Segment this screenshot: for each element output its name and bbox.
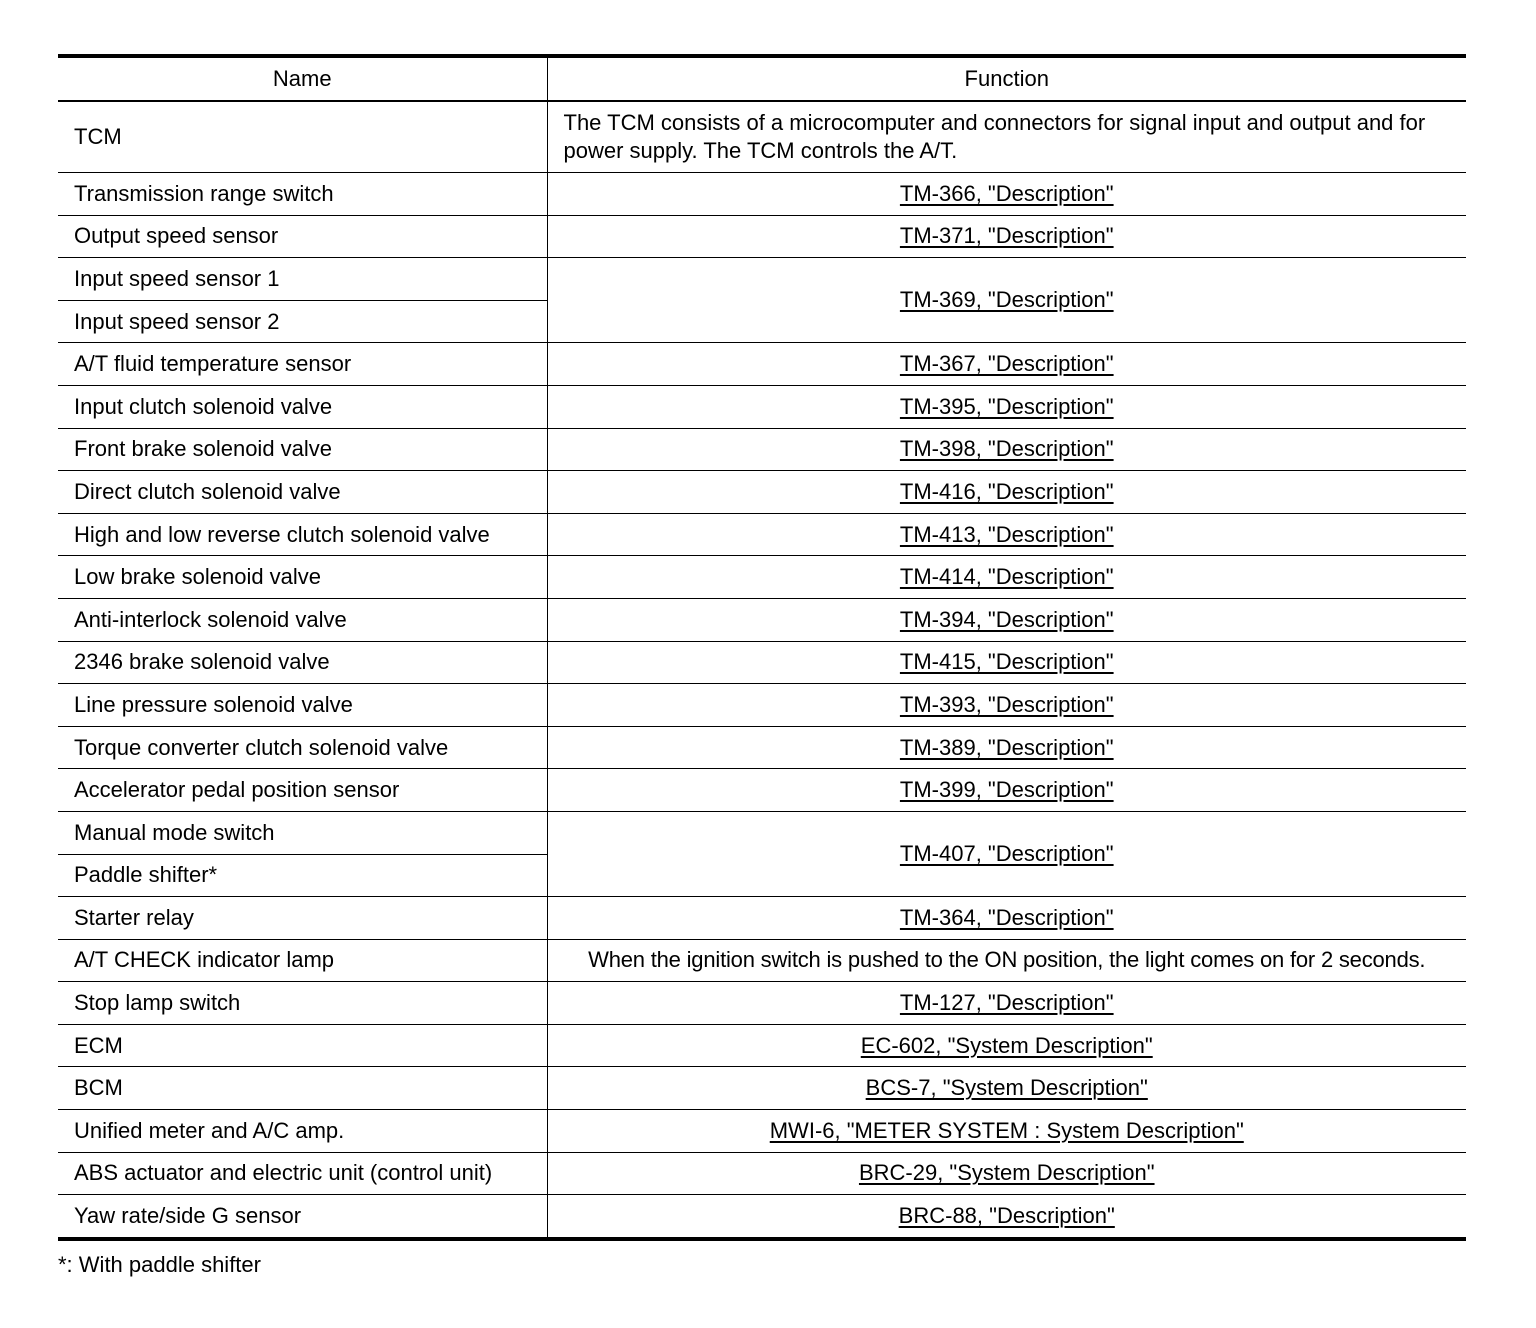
table-header-row	[58, 56, 1466, 101]
function-cell	[547, 258, 1466, 343]
function-cell	[547, 1067, 1466, 1110]
description-reference-link[interactable]: TM-399, "Description"	[899, 777, 1114, 803]
component-name: Transmission range switch	[58, 173, 547, 216]
table-row	[58, 769, 1466, 812]
table-row	[58, 982, 1466, 1025]
component-name: A/T CHECK indicator lamp	[58, 939, 547, 982]
component-name: Manual mode switch	[58, 811, 547, 854]
description-reference-link[interactable]: TM-127, "Description"	[899, 990, 1114, 1016]
table-row	[58, 939, 1466, 982]
description-reference-link[interactable]: TM-389, "Description"	[899, 734, 1114, 760]
component-name: 2346 brake solenoid valve	[58, 641, 547, 684]
function-cell	[547, 1110, 1466, 1153]
component-description-page	[58, 54, 1466, 1241]
function-cell	[547, 684, 1466, 727]
table-row	[58, 1110, 1466, 1153]
component-name: Starter relay	[58, 897, 547, 940]
table-footnote: *: With paddle shifter	[58, 1252, 261, 1277]
table-row	[58, 598, 1466, 641]
table-row	[58, 215, 1466, 258]
description-reference-link[interactable]: TM-366, "Description"	[899, 180, 1114, 206]
table-row	[58, 1024, 1466, 1067]
component-function-text: When the ignition switch is pushed to the ON position, the light comes on for 2 seconds.	[547, 939, 1466, 982]
component-name: BCM	[58, 1067, 547, 1110]
description-reference-link[interactable]: TM-395, "Description"	[899, 393, 1114, 419]
component-name: TCM	[58, 101, 547, 173]
function-cell	[547, 215, 1466, 258]
table-row	[58, 385, 1466, 428]
description-reference-link[interactable]: TM-407, "Description"	[899, 841, 1114, 866]
description-reference-link[interactable]: TM-394, "Description"	[899, 606, 1114, 632]
function-cell	[547, 513, 1466, 556]
component-name: Paddle shifter*	[58, 854, 547, 897]
function-cell	[547, 726, 1466, 769]
component-name: Low brake solenoid valve	[58, 556, 547, 599]
component-name: Yaw rate/side G sensor	[58, 1195, 547, 1239]
table-row	[58, 897, 1466, 940]
table-row	[58, 641, 1466, 684]
table-row	[58, 811, 1466, 854]
component-name: Output speed sensor	[58, 215, 547, 258]
description-reference-link[interactable]: TM-413, "Description"	[899, 521, 1114, 547]
component-name: Input speed sensor 1	[58, 258, 547, 301]
function-cell	[547, 811, 1466, 896]
name-column-header: Name	[58, 56, 547, 101]
function-cell	[547, 471, 1466, 514]
description-reference-link[interactable]: BRC-29, "System Description"	[858, 1160, 1155, 1186]
table-row	[58, 684, 1466, 727]
component-name: Anti-interlock solenoid valve	[58, 598, 547, 641]
description-reference-link[interactable]: TM-364, "Description"	[899, 904, 1114, 930]
table-row	[58, 471, 1466, 514]
description-reference-link[interactable]: TM-398, "Description"	[899, 436, 1114, 462]
component-function-table	[58, 54, 1466, 1241]
function-column-header: Function	[547, 56, 1466, 101]
function-cell	[547, 556, 1466, 599]
table-row	[58, 428, 1466, 471]
table-row	[58, 1152, 1466, 1195]
table-row	[58, 1067, 1466, 1110]
description-reference-link[interactable]: TM-415, "Description"	[899, 649, 1114, 675]
description-reference-link[interactable]: BCS-7, "System Description"	[865, 1075, 1148, 1101]
function-cell	[547, 343, 1466, 386]
component-name: ABS actuator and electric unit (control unit)	[58, 1152, 547, 1195]
function-cell	[547, 1152, 1466, 1195]
component-name: Unified meter and A/C amp.	[58, 1110, 547, 1153]
component-name: Input speed sensor 2	[58, 300, 547, 343]
table-row	[58, 343, 1466, 386]
description-reference-link[interactable]: TM-371, "Description"	[899, 223, 1114, 249]
component-name: Line pressure solenoid valve	[58, 684, 547, 727]
component-name: Torque converter clutch solenoid valve	[58, 726, 547, 769]
component-function-text: The TCM consists of a microcomputer and connectors for signal input and output and for power supply. The TCM controls the A/T.	[547, 101, 1466, 173]
table-row	[58, 258, 1466, 301]
description-reference-link[interactable]: TM-416, "Description"	[899, 478, 1114, 504]
function-cell	[547, 641, 1466, 684]
component-name: A/T fluid temperature sensor	[58, 343, 547, 386]
component-name: ECM	[58, 1024, 547, 1067]
function-cell	[547, 173, 1466, 216]
function-cell	[547, 982, 1466, 1025]
function-cell	[547, 428, 1466, 471]
description-reference-link[interactable]: TM-393, "Description"	[899, 691, 1114, 717]
component-name: Stop lamp switch	[58, 982, 547, 1025]
table-row	[58, 1195, 1466, 1239]
component-name: Front brake solenoid valve	[58, 428, 547, 471]
description-reference-link[interactable]: TM-367, "Description"	[899, 351, 1114, 377]
table-row	[58, 726, 1466, 769]
component-name: High and low reverse clutch solenoid valve	[58, 513, 547, 556]
table-row	[58, 556, 1466, 599]
description-reference-link[interactable]: TM-414, "Description"	[899, 564, 1114, 590]
component-name: Accelerator pedal position sensor	[58, 769, 547, 812]
description-reference-link[interactable]: MWI-6, "METER SYSTEM : System Description"	[769, 1117, 1244, 1143]
table-row	[58, 101, 1466, 173]
function-cell	[547, 1024, 1466, 1067]
table-row	[58, 513, 1466, 556]
function-cell	[547, 769, 1466, 812]
description-reference-link[interactable]: BRC-88, "Description"	[898, 1203, 1115, 1229]
description-reference-link[interactable]: TM-369, "Description"	[899, 287, 1114, 313]
table-row	[58, 173, 1466, 216]
function-cell	[547, 598, 1466, 641]
function-cell	[547, 897, 1466, 940]
component-name: Direct clutch solenoid valve	[58, 471, 547, 514]
description-reference-link[interactable]: EC-602, "System Description"	[860, 1032, 1153, 1058]
function-cell	[547, 1195, 1466, 1239]
component-name: Input clutch solenoid valve	[58, 385, 547, 428]
function-cell	[547, 385, 1466, 428]
